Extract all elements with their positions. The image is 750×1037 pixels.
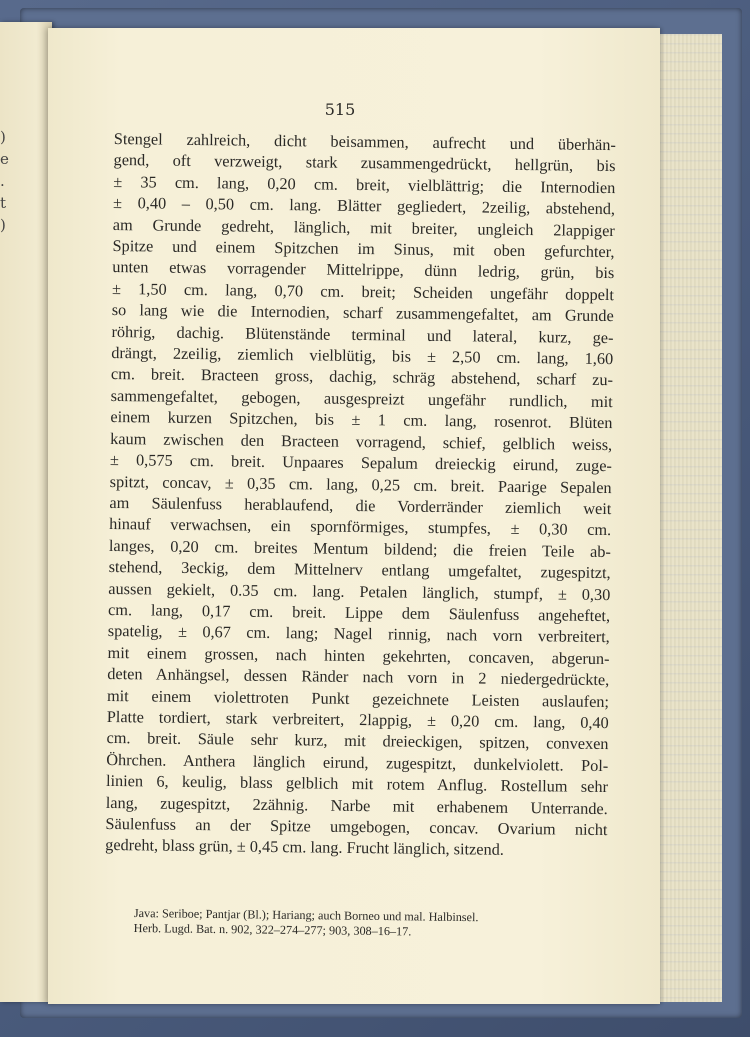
text-line: Stengel zahlreich, dicht beisammen, aufrecht und überhän- — [113, 128, 616, 155]
text-line: langes, 0,20 cm. breites Mentum bildend; die freien Teile ab- — [108, 535, 611, 561]
text-line: ± 35 cm. lang, 0,20 cm. breit, vielblättrig; die Internodien — [113, 171, 616, 197]
text-line: am Säulenfuss herablaufend, die Vorderränder ziemlich weit — [109, 492, 612, 519]
text-line: Säulenfuss an der Spitze umgebogen, concav. Ovarium nicht — [105, 813, 608, 840]
text-line: am Grunde gedreht, länglich, mit breiter, ungleich 2lappiger — [112, 214, 615, 240]
text-line: Spitze und einem Spitzchen im Sinus, mit oben gefurchter, — [112, 236, 615, 262]
text-line: Öhrchen. Anthera länglich eirund, zugespitzt, dunkelviolett. Pol- — [106, 749, 609, 775]
text-line: röhrig, dachig. Blütenstände terminal und lateral, kurz, ge- — [111, 321, 614, 347]
previous-page-edge — [0, 22, 52, 1002]
text-line: lang, zugespitzt, 2zähnig. Narbe mit erhabenem Unterrande. — [105, 792, 608, 818]
footnote — [134, 906, 604, 942]
text-line: ± 1,50 cm. lang, 0,70 cm. breit; Scheiden ungefähr doppelt — [111, 278, 615, 304]
text-line: kaum zwischen den Bracteen vorragend, schief, gelblich weiss, — [110, 428, 613, 454]
text-line: Platte tordiert, stark verbreitert, 2lappig, ± 0,20 cm. lang, 0,40 — [106, 706, 609, 733]
text-line: ± 0,575 cm. breit. Unpaares Sepalum dreieckig eirund, zuge- — [109, 450, 613, 476]
text-line: einem kurzen Spitzchen, bis ± 1 cm. lang, rosenrot. Blüten — [110, 407, 613, 433]
footnote-line: Java: Seriboe; Pantjar (Bl.); Hariang; auch Borneo und mal. Halbinsel. — [133, 906, 479, 925]
text-line: deten Anhängsel, dessen Ränder nach vorn in 2 niedergedrückte, — [107, 664, 610, 690]
text-line: linien 6, keulig, blass gelblich mit rotem Anflug. Rostellum sehr — [105, 771, 609, 797]
text-line: unten etwas vorragender Mittelrippe, dünn ledrig, grün, bis — [112, 257, 615, 283]
text-line: sammengefaltet, gebogen, ausgespreizt ungefähr rundlich, mit — [110, 385, 613, 411]
left-page-fragment: ) — [0, 216, 6, 234]
text-line: cm. breit. Säule sehr kurz, mit dreieckigen, spitzen, convexen — [106, 728, 609, 754]
text-line: so lang wie die Internodien, scharf zusammengefaltet, am Grunde — [111, 300, 614, 326]
left-page-fragment: ) — [0, 128, 6, 146]
text-line: spatelig, ± 0,67 cm. lang; Nagel rinnig, nach vorn verbreitert, — [107, 621, 610, 647]
left-page-fragment: t — [0, 194, 7, 212]
footnote-line: Herb. Lugd. Bat. n. 902, 322–274–277; 903, 308–16–17. — [133, 920, 412, 939]
text-line: mit einem grossen, nach hinten gekehrten, concaven, abgerun- — [107, 642, 610, 668]
text-line: aussen gekielt, 0.35 cm. lang. Petalen länglich, stumpf, ± 0,30 — [108, 578, 611, 604]
text-line: mit einem violettroten Punkt gezeichnete Leisten auslaufen; — [106, 685, 610, 711]
text-line: cm. breit. Bracteen gross, dachig, schräg abstehend, scharf zu- — [110, 364, 614, 390]
book-page — [48, 28, 660, 1004]
text-line: cm. lang, 0,17 cm. breit. Lippe dem Säulenfuss angeheftet, — [108, 599, 611, 626]
left-page-fragment: e — [0, 150, 9, 168]
text-line: gedreht, blass grün, ± 0,45 cm. lang. Frucht länglich, sitzend. — [105, 835, 505, 860]
text-line: drängt, 2zeilig, ziemlich vielblütig, bis ± 2,50 cm. lang, 1,60 — [111, 343, 614, 369]
text-line: gend, oft verzweigt, stark zusammengedrückt, hellgrün, bis — [113, 150, 616, 176]
page-number: 515 — [324, 100, 356, 119]
text-line: ± 0,40 – 0,50 cm. lang. Blätter gegliedert, 2zeilig, abstehend, — [112, 193, 616, 219]
text-line: stehend, 3eckig, dem Mittelnerv entlang umgefaltet, zugespitzt, — [108, 557, 611, 583]
text-line: hinauf verwachsen, ein spornförmiges, stumpfes, ± 0,30 cm. — [109, 514, 612, 540]
body-text — [105, 128, 636, 862]
text-line: spitzt, concav, ± 0,35 cm. lang, 0,25 cm. breit. Paarige Sepalen — [109, 471, 612, 497]
left-page-fragment: . — [0, 172, 5, 190]
